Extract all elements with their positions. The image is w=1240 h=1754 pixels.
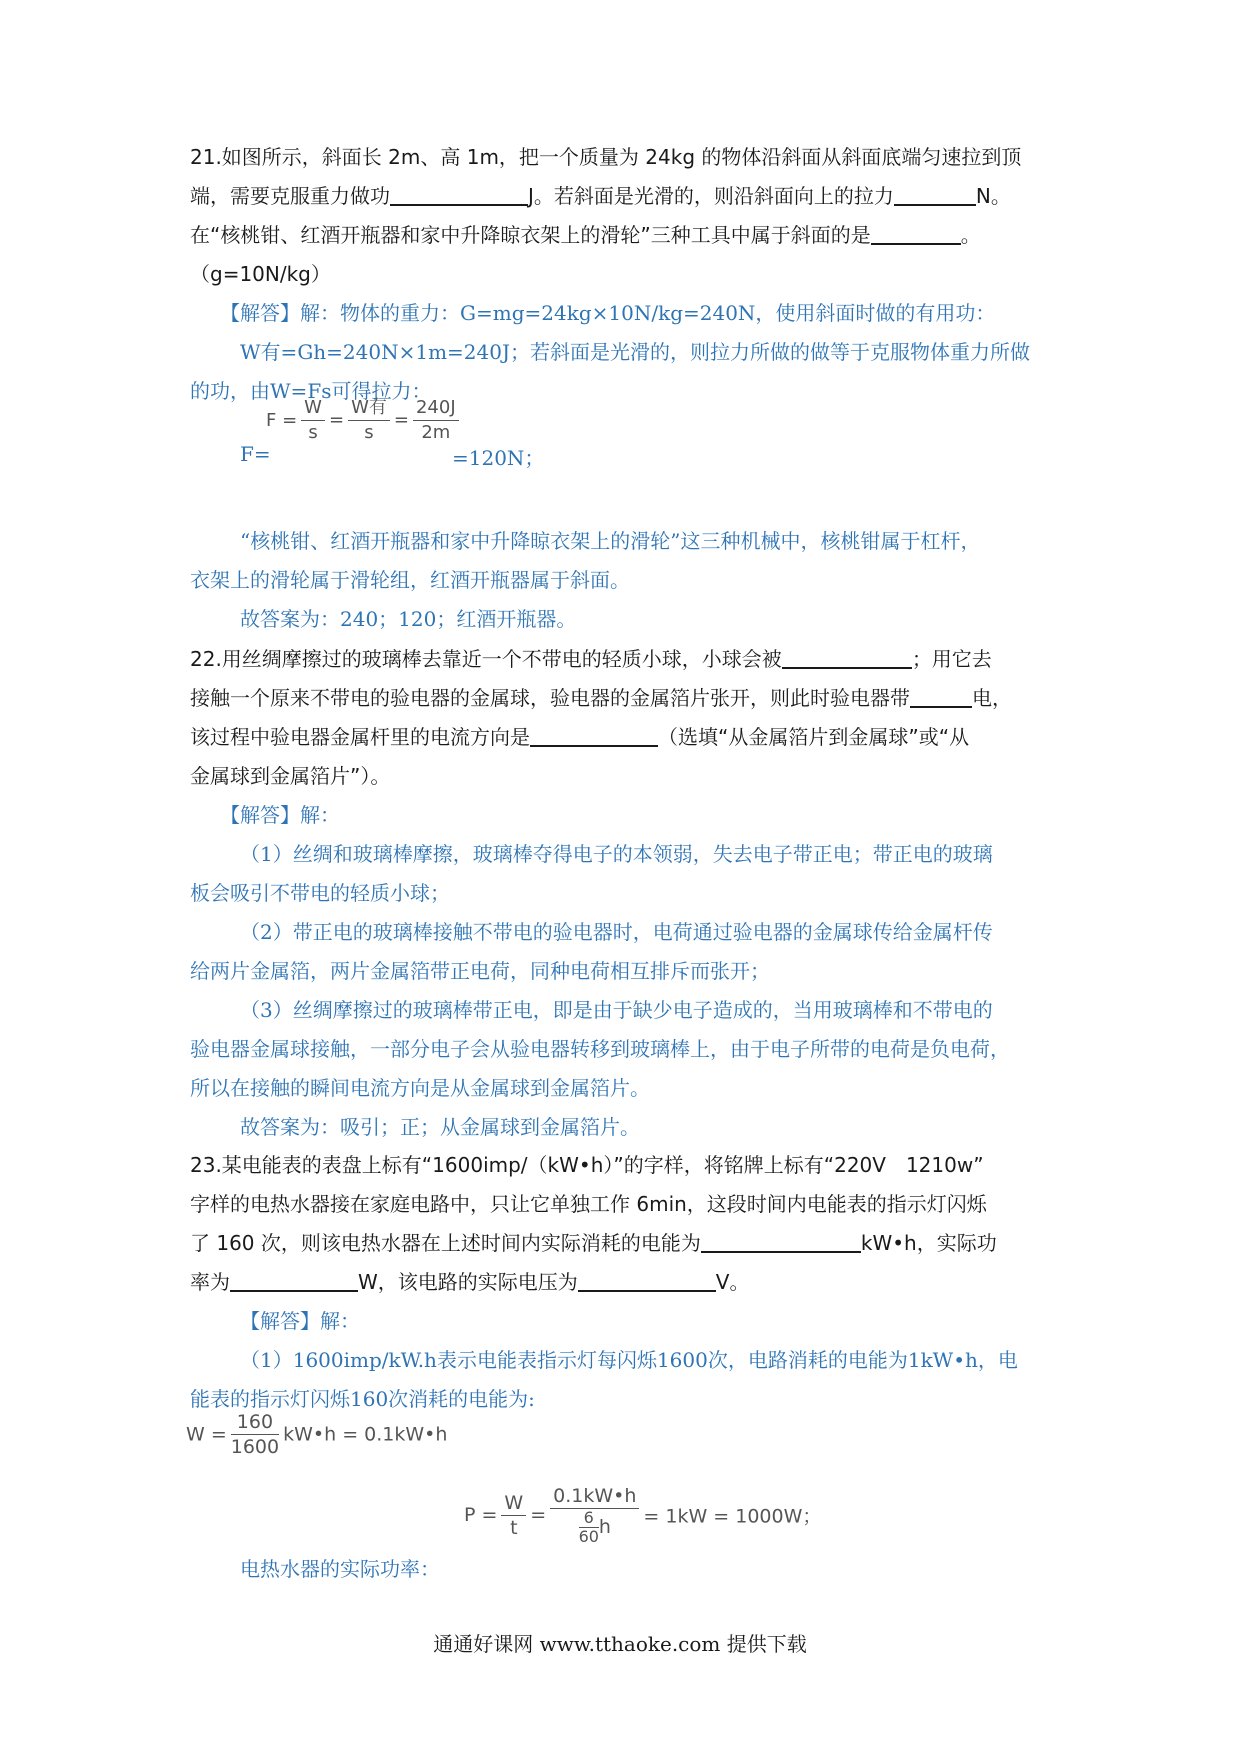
q22-ans3: （2）带正电的玻璃棒接触不带电的验电器时，电荷通过验电器的金属球传给金属杆传	[240, 920, 993, 944]
q23-ans3: 电热水器的实际功率：	[240, 1557, 440, 1581]
question-23	[190, 1146, 1060, 1302]
q22-line2: 接触一个原来不带电的验电器的金属球，验电器的金属箔片张开，则此时验电器带 电，	[190, 686, 1012, 710]
footer-source: 通通好课网 www.tthaoke.com 提供下载	[433, 1632, 807, 1656]
answer-23	[190, 1302, 1060, 1419]
q22-line4: 金属球到金属箔片”）。	[190, 764, 391, 788]
q21-ans3: 的功，由W=Fs可得拉力：	[190, 379, 432, 403]
q21-line2: 端，需要克服重力做功 J。若斜面是光滑的，则沿斜面向上的拉力 N。	[190, 184, 1011, 208]
formula-f-prefix: F=	[240, 442, 271, 466]
answer-21	[190, 294, 1060, 411]
answer-blank[interactable]	[390, 182, 528, 206]
answer-blank[interactable]	[910, 684, 972, 708]
q21-ans5: 衣架上的滑轮属于滑轮组，红酒开瓶器属于斜面。	[190, 568, 630, 592]
answer-blank[interactable]	[530, 723, 658, 747]
q23-line2: 字样的电热水器接在家庭电路中，只让它单独工作 6min，这段时间内电能表的指示灯闪烁	[190, 1192, 987, 1216]
q21-ans2: W有=Gh=240N×1m=240J；若斜面是光滑的，则拉力所做的做等于克服物体重力所做	[240, 340, 1030, 364]
q21-line4: （g=10N/kg）	[190, 262, 331, 286]
q22-ans5: （3）丝绸摩擦过的玻璃棒带正电，即是由于缺少电子造成的，当用玻璃棒和不带电的	[240, 998, 993, 1022]
formula-f: F = $\frac{W}{s}$ = $\frac{\text{W有}}{s}$ = $\frac{240J}{2m}$	[266, 396, 463, 445]
q21-line1: 21.如图所示，斜面长 2m、高 1m，把一个质量为 24kg 的物体沿斜面从斜面底端匀速拉到顶	[190, 145, 1022, 169]
q22-ans7: 所以在接触的瞬间电流方向是从金属球到金属箔片。	[190, 1076, 650, 1100]
answer-blank[interactable]	[578, 1268, 716, 1292]
q23-line4: 率为 W，该电路的实际电压为 V。	[190, 1270, 750, 1294]
q22-ans4: 给两片金属箔，两片金属箔带正电荷，同种电荷相互排斥而张开；	[190, 959, 770, 983]
answer-blank[interactable]	[701, 1229, 861, 1253]
answer-blank[interactable]	[894, 182, 976, 206]
answer-blank[interactable]	[871, 221, 961, 245]
q23-ans0: 【解答】解：	[240, 1309, 360, 1333]
answer-21-cont	[190, 522, 1060, 639]
formula-p: P = $\frac{W}{t}$ = 0.1kW•h $\frac{6}{60}$ h = 1kW = 1000W；	[464, 1485, 822, 1546]
q22-ans6: 验电器金属球接触，一部分电子会从验电器转移到玻璃棒上，由于电子所带的电荷是负电荷，	[190, 1037, 1010, 1061]
q22-line1: 22.用丝绸摩擦过的玻璃棒去靠近一个不带电的轻质小球，小球会被 ；用它去	[190, 647, 992, 671]
question-21	[190, 138, 1060, 294]
q22-ans0: 【解答】解：	[220, 803, 340, 827]
answer-blank[interactable]	[782, 645, 912, 669]
q23-line1: 23.某电能表的表盘上标有“1600imp/（kW•h）”的字样，将铭牌上标有“220V 1210w”	[190, 1153, 984, 1177]
q21-ans4: “核桃钳、红酒开瓶器和家中升降晾衣架上的滑轮”这三种机械中，核桃钳属于杠杆，	[240, 529, 981, 553]
q22-ans1: （1）丝绸和玻璃棒摩擦，玻璃棒夺得电子的本领弱，失去电子带正电；带正电的玻璃	[240, 842, 993, 866]
q21-line3: 在“核桃钳、红酒开瓶器和家中升降晾衣架上的滑轮”三种工具中属于斜面的是 。	[190, 223, 981, 247]
q21-ans1: 【解答】解：物体的重力：G=mg=24kg×10N/kg=240N，使用斜面时做的有用功：	[220, 301, 996, 325]
q22-ans8: 故答案为：吸引；正；从金属球到金属箔片。	[240, 1115, 640, 1139]
answer-22	[190, 796, 1060, 1147]
q23-ans1: （1）1600imp/kW.h表示电能表指示灯每闪烁1600次，电路消耗的电能为1kW•h，电	[240, 1348, 1018, 1372]
q21-ans6: 故答案为：240；120；红酒开瓶器。	[240, 607, 577, 631]
q23-ans2: 能表的指示灯闪烁160次消耗的电能为:	[190, 1387, 535, 1411]
formula-w: W = $\frac{160}{1600}$ kW•h = 0.1kW•h	[186, 1411, 448, 1458]
q22-line3: 该过程中验电器金属杆里的电流方向是 （选填“从金属箔片到金属球”或“从	[190, 725, 970, 749]
q22-ans2: 板会吸引不带电的轻质小球；	[190, 881, 450, 905]
question-22	[190, 640, 1060, 796]
q23-line3: 了 160 次，则该电热水器在上述时间内实际消耗的电能为 kW•h，实际功	[190, 1231, 997, 1255]
formula-f-result: =120N；	[452, 446, 545, 470]
answer-blank[interactable]	[230, 1268, 358, 1292]
